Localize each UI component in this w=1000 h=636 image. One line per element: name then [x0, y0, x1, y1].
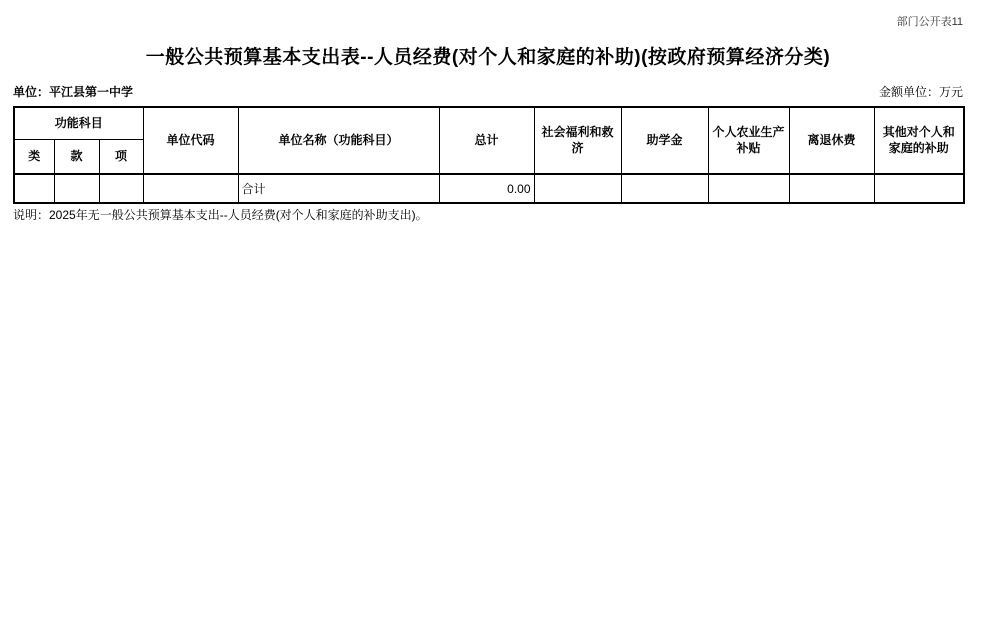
header-cell-other-subsidy: 其他对个人和家庭的补助: [874, 107, 964, 174]
table-row: [14, 174, 964, 203]
cell-social-welfare: [534, 174, 621, 203]
cell-total: 0.00: [439, 174, 534, 203]
cell-retirement: [789, 174, 874, 203]
note-text: 说明：2025年无一般公共预算基本支出--人员经费(对个人和家庭的补助支出)。: [13, 208, 428, 222]
doc-sheet-label: 部门公开表11: [896, 16, 963, 28]
header-cell-lei: 类: [14, 140, 54, 175]
cell-other-subsidy: [874, 174, 964, 203]
header-cell-student-grants: 助学金: [621, 107, 708, 174]
cell-xiang: [99, 174, 143, 203]
header-cell-unit-name: 单位名称（功能科目）: [238, 107, 439, 174]
cell-agri-subsidy: [708, 174, 789, 203]
meta-row: [13, 83, 963, 101]
amount-unit-label: 金额单位：万元: [878, 85, 963, 99]
header-cell-retirement: 离退休费: [789, 107, 874, 174]
header-cell-social-welfare: 社会福利和救济: [534, 107, 621, 174]
cell-unit-code: [143, 174, 238, 203]
table-header-row-1: [14, 107, 964, 140]
cell-student-grants: [621, 174, 708, 203]
header-cell-unit-code: 单位代码: [143, 107, 238, 174]
cell-unit-name: 合计: [238, 174, 439, 203]
header-cell-total: 总计: [439, 107, 534, 174]
header-cell-xiang: 项: [99, 140, 143, 175]
unit-name-label: 单位：平江县第一中学: [13, 85, 134, 99]
header-cell-kuan: 款: [54, 140, 99, 175]
header-cell-agri-subsidy: 个人农业生产补贴: [708, 107, 789, 174]
cell-lei: [14, 174, 54, 203]
header-cell-func-group: 功能科目: [14, 107, 143, 140]
page-title: 一般公共预算基本支出表--人员经费(对个人和家庭的补助)(按政府预算经济分类): [145, 47, 831, 68]
budget-table: [13, 106, 965, 204]
cell-kuan: [54, 174, 99, 203]
